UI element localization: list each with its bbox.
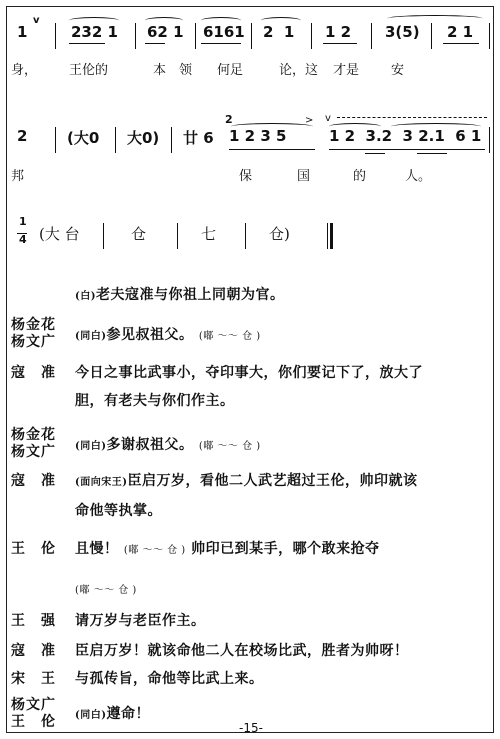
lyric: 何足 — [217, 63, 244, 78]
stage-direction: (同白) — [75, 710, 107, 721]
beam — [365, 153, 385, 154]
barline — [55, 23, 56, 49]
beam — [229, 149, 315, 150]
speaker-name: 寇 准 — [11, 643, 56, 659]
final-barline — [327, 223, 333, 249]
speaker — [11, 473, 67, 490]
speaker-name: 王 强 — [11, 613, 56, 629]
speech: 且慢！ — [75, 541, 119, 557]
note: 2 1 — [447, 23, 474, 41]
barline — [489, 23, 490, 49]
speaker-name: 王 伦 — [11, 541, 56, 557]
speaker — [11, 643, 67, 660]
percussion: (大0 — [67, 129, 100, 147]
speaker — [11, 427, 67, 461]
beam — [201, 43, 241, 44]
gong-cue: (嘟 ～～ 仓 ) — [75, 585, 137, 596]
time-signature-bottom: 4 — [19, 233, 27, 246]
lyric: 本 — [153, 63, 167, 78]
lyric: 领 — [179, 63, 193, 78]
speaker-name: 杨文广 — [11, 697, 56, 713]
speaker — [11, 541, 67, 558]
barline — [135, 23, 136, 49]
slur — [145, 17, 183, 24]
barline — [55, 127, 56, 153]
note: 1 2 — [325, 23, 352, 41]
note: 232 1 — [71, 23, 118, 41]
line-text — [75, 637, 489, 665]
line-text — [75, 607, 489, 635]
beam — [417, 153, 447, 154]
percussion: 仓 — [131, 225, 147, 243]
lyric: 国 — [297, 169, 311, 184]
speaker — [11, 613, 67, 630]
barline — [311, 23, 312, 49]
line-text — [75, 321, 489, 351]
barline — [171, 127, 172, 153]
slur — [201, 17, 241, 24]
line-text — [75, 359, 489, 415]
percussion: (大 台 — [39, 225, 80, 243]
stage-direction: (同白) — [75, 331, 107, 342]
grace-note: 2 — [225, 113, 233, 126]
speech: 多谢叔祖父。 — [106, 437, 194, 453]
speech: 请万岁与老臣作主。 — [75, 613, 206, 629]
line-text — [75, 665, 489, 693]
speech-after-cue: 帅印已到某手，哪个敢来抢夺 — [191, 541, 380, 557]
slur — [391, 123, 481, 130]
barline — [431, 23, 432, 49]
gong-cue: (嘟 ～～ 仓 ) — [198, 331, 261, 342]
speech: 今日之事比武事小，夺印事大，你们要记下了，放大了 — [75, 365, 423, 381]
speaker-name: 杨金花 — [11, 317, 56, 333]
percussion: 大0) — [127, 129, 160, 147]
note: 2 — [17, 127, 28, 145]
beam — [145, 43, 165, 44]
lyric: 论，这 — [279, 63, 319, 78]
percussion: 七 — [201, 225, 217, 243]
speaker-name: 王 伦 — [11, 714, 56, 730]
beam — [443, 43, 479, 44]
barline — [251, 23, 252, 49]
note: 3(5) — [385, 23, 420, 41]
stage-direction: (同白) — [75, 441, 107, 452]
line-text — [75, 281, 489, 311]
note: 62 1 — [147, 23, 184, 41]
barline — [103, 223, 104, 249]
speaker-name: 杨文广 — [11, 444, 56, 460]
note: 1 2 3 5 — [229, 127, 287, 145]
speech: 与孤传旨，命他等比武上来。 — [75, 671, 264, 687]
percussion: 仓) — [269, 225, 290, 243]
lyric: 的 — [353, 169, 367, 184]
breath-mark: v — [325, 113, 331, 124]
barline — [245, 223, 246, 249]
slur — [261, 17, 301, 24]
slur — [329, 123, 381, 130]
barline — [195, 23, 196, 49]
speaker — [11, 365, 67, 382]
gong-cue: (嘟 ～～ 仓 ) — [198, 441, 261, 452]
lyrics-row-2 — [7, 165, 495, 185]
speech: 老夫寇准与你祖上同朝为官。 — [95, 287, 285, 303]
speaker-name: 杨金花 — [11, 427, 56, 443]
barline — [489, 127, 490, 153]
beam — [69, 43, 105, 44]
speech: 遵命！ — [106, 706, 150, 722]
speaker-name: 宋 王 — [11, 671, 56, 687]
slur — [387, 15, 483, 22]
note: 1 — [17, 23, 28, 41]
score-page — [6, 6, 494, 733]
note: 1 2 3.2 3 2.1 6 1 — [329, 127, 482, 145]
accent-mark: > — [305, 115, 314, 126]
notation-row-1 — [7, 15, 495, 49]
lyric: 身， — [11, 63, 38, 78]
barline — [371, 23, 372, 49]
time-signature-top: 1 — [19, 215, 27, 228]
breath-mark: v — [33, 15, 40, 26]
lyric: 邦 — [11, 169, 25, 184]
speaker-name: 寇 准 — [11, 365, 56, 381]
lyric: 人。 — [405, 169, 432, 184]
speech-continued: 命他等执掌。 — [75, 503, 162, 519]
lyric: 王伦的 — [69, 63, 109, 78]
note: 6161 — [203, 23, 245, 41]
beam — [323, 43, 357, 44]
tremolo-line — [337, 117, 487, 118]
speech-continued: 胆，有老夫与你们作主。 — [75, 393, 235, 409]
speaker-name: 寇 准 — [11, 473, 56, 489]
line-text — [75, 535, 489, 605]
barline — [177, 223, 178, 249]
speech: 臣启万岁，看他二人武艺超过王伦，帅印就该 — [127, 473, 418, 489]
stage-direction: (面向宋王) — [75, 477, 128, 488]
speaker-name: 杨文广 — [11, 334, 56, 350]
lyric: 才是 — [333, 63, 360, 78]
line-text — [75, 467, 489, 525]
lyric: 安 — [391, 63, 405, 78]
note: 2 1 — [263, 23, 295, 41]
lyric: 保 — [239, 169, 253, 184]
notation-row-3 — [7, 215, 495, 249]
note: 廿 6 — [183, 129, 214, 147]
beam — [329, 149, 485, 150]
stage-direction: (白) — [75, 291, 96, 302]
speech: 臣启万岁！就该命他二人在校场比武，胜者为帅呀！ — [75, 643, 409, 659]
slur — [69, 17, 119, 24]
page-number: -15- — [239, 721, 263, 735]
gong-cue: (嘟 ～～ 仓 ) — [123, 545, 186, 556]
speech: 参见叔祖父。 — [106, 327, 194, 343]
lyrics-row-1 — [7, 59, 495, 79]
slur — [231, 123, 313, 130]
line-text — [75, 431, 489, 461]
speaker — [11, 317, 67, 351]
speaker — [11, 671, 67, 688]
barline — [115, 127, 116, 153]
